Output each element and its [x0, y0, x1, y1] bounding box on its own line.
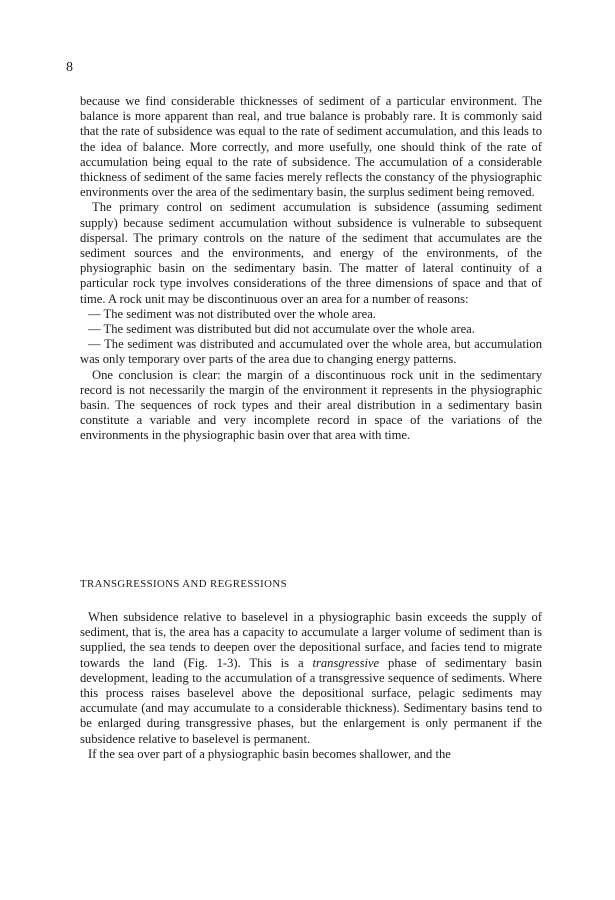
- paragraph: If the sea over part of a physiographic basin becomes shallower, and the: [88, 746, 451, 761]
- list-item: — The sediment was distributed and accumulated over the whole area, but accumulation was only temporary over parts of the area due to changing energy patterns.: [80, 337, 542, 367]
- paragraph: The primary control on sediment accumulation is subsidence (assuming sediment supply) because sediment accumulation without subsidence is vulnerable to subsequent dispersal. The primary controls on the nature of the sediment that accumulates are the sediment sources and the environments, and energy of the environments, of the physiographic basin on the sedimentary basin. The matter of lateral continuity of a particular rock type involves considerations of the three dimensions of space and that of time. A rock unit may be discontinuous over an area for a number of reasons:: [80, 200, 542, 306]
- list-item: — The sediment was not distributed over the whole area.: [88, 306, 376, 321]
- paragraph: because we find considerable thicknesses of sediment of a particular environment. The balance is more apparent than real, and true balance is probably rare. It is commonly said that the rate of subsidence was equal to the rate of sediment accumulation, and this leads to the idea of balance. More correctly, and more usefully, one should think of the rate of accumulation being equal to the rate of subsidence. The accumulation of a considerable thickness of sediment of the same facies merely reflects the constancy of the physiographic environments over the area of the sedimentary basin, the surplus sediment being removed.: [80, 94, 542, 200]
- page-number: 8: [66, 60, 73, 75]
- section-body: [80, 94, 542, 444]
- list-item: — The sediment was distributed but did not accumulate over the whole area.: [88, 322, 475, 337]
- paragraph-text: When subsidence relative to baselevel in a physiographic basin exceeds the supply of sediment, that is, the area has a capacity to accumulate a larger volume of sediment than is supplied, the sea tends to deepen over the depositional surface, and facies tend to migrate towards the land (Fig. 1-3). This is a: [80, 610, 542, 670]
- paragraph: [80, 610, 542, 747]
- paragraph: One conclusion is clear: the margin of a discontinuous rock unit in the sedimentary record is not necessarily the margin of the environment it represents in the physiographic basin. The sequences of rock types and their areal distribution in a sedimentary basin constitute a variable and very incomplete record in space of the variations of the environments in the physiographic basin over that area with time.: [80, 367, 542, 443]
- paragraph-text: phase of sedimentary basin development, leading to the accumulation of a transgressive sequence of sediments. Where this process raises baselevel above the depositional surface, pelagic sediments may accumulate (and may accumulate to a considerable thickness). Sedimentary basins tend to be enlarged during transgressive phases, but the enlargement is only permanent if the subsidence relative to baselevel is permanent.: [80, 655, 542, 746]
- section-heading: TRANSGRESSIONS AND REGRESSIONS: [80, 578, 287, 590]
- emphasis-term: transgressive: [312, 655, 380, 670]
- section-body: [80, 610, 542, 762]
